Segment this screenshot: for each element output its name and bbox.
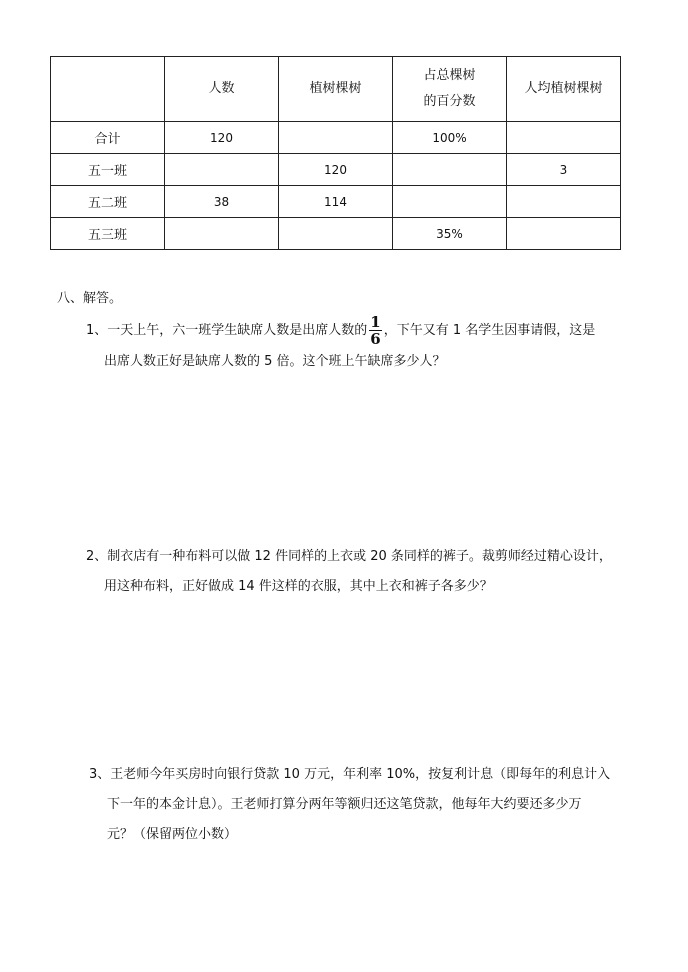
table-cell [165, 154, 279, 186]
header-percent-line2: 的百分数 [423, 94, 476, 109]
question-1 [86, 314, 595, 377]
question-1-line-2: 出席人数正好是缺席人数的 5 倍。这个班上午缺席多少人？ [104, 354, 446, 369]
table-cell: 38 [165, 186, 279, 218]
table-cell: 114 [279, 186, 393, 218]
table-cell [393, 154, 507, 186]
table-cell: 3 [507, 154, 621, 186]
section-title: 八、解答。 [57, 291, 123, 306]
table-cell: 120 [165, 122, 279, 154]
table-cell: 35% [393, 218, 507, 250]
table-cell [507, 218, 621, 250]
table-row [51, 186, 621, 218]
row-label: 五二班 [51, 186, 165, 218]
header-percent-line1: 占总棵树 [423, 68, 476, 83]
table-cell: 100% [393, 122, 507, 154]
table-cell [279, 122, 393, 154]
header-cell-per-capita: 人均植树棵树 [507, 57, 621, 122]
data-table [50, 56, 621, 250]
question-3 [89, 760, 610, 850]
header-cell-trees: 植树棵树 [279, 57, 393, 122]
question-3-line-2: 下一年的本金计息）。王老师打算分两年等额归还这笔贷款，他每年大约要还多少万 [107, 797, 582, 812]
table-cell [165, 218, 279, 250]
header-cell-empty [51, 57, 165, 122]
question-2 [86, 542, 612, 602]
table-row [51, 122, 621, 154]
table-cell: 120 [279, 154, 393, 186]
row-label: 合计 [51, 122, 165, 154]
table-cell [393, 186, 507, 218]
row-label: 五一班 [51, 154, 165, 186]
header-cell-percent [393, 57, 507, 122]
table-row [51, 154, 621, 186]
table-cell [507, 186, 621, 218]
row-label: 五三班 [51, 218, 165, 250]
table-cell [507, 122, 621, 154]
table-header-row [51, 57, 621, 122]
header-cell-people: 人数 [165, 57, 279, 122]
table-cell [279, 218, 393, 250]
question-3-line-3: 元？（保留两位小数） [107, 827, 238, 842]
question-1-text-b: ，下午又有 1 名学生因事请假，这是 [383, 323, 596, 338]
question-2-line-2: 用这种布料，正好做成 14 件这样的衣服，其中上衣和裤子各多少？ [104, 579, 493, 594]
fraction-denominator: 6 [370, 330, 381, 348]
question-3-line-1: 3、王老师今年买房时向银行贷款 10 万元，年利率 10%，按复利计息（即每年的利息计入 [89, 767, 611, 782]
question-2-line-1: 2、制衣店有一种布料可以做 12 件同样的上衣或 20 条同样的裤子。裁剪师经过精心设计， [86, 549, 612, 564]
question-1-text-a: 1、一天上午，六一班学生缺席人数是出席人数的 [86, 323, 368, 338]
table-row [51, 218, 621, 250]
fraction-numerator: 1 [370, 313, 381, 331]
fraction-one-sixth [369, 314, 381, 347]
question-1-line-1 [86, 314, 595, 347]
